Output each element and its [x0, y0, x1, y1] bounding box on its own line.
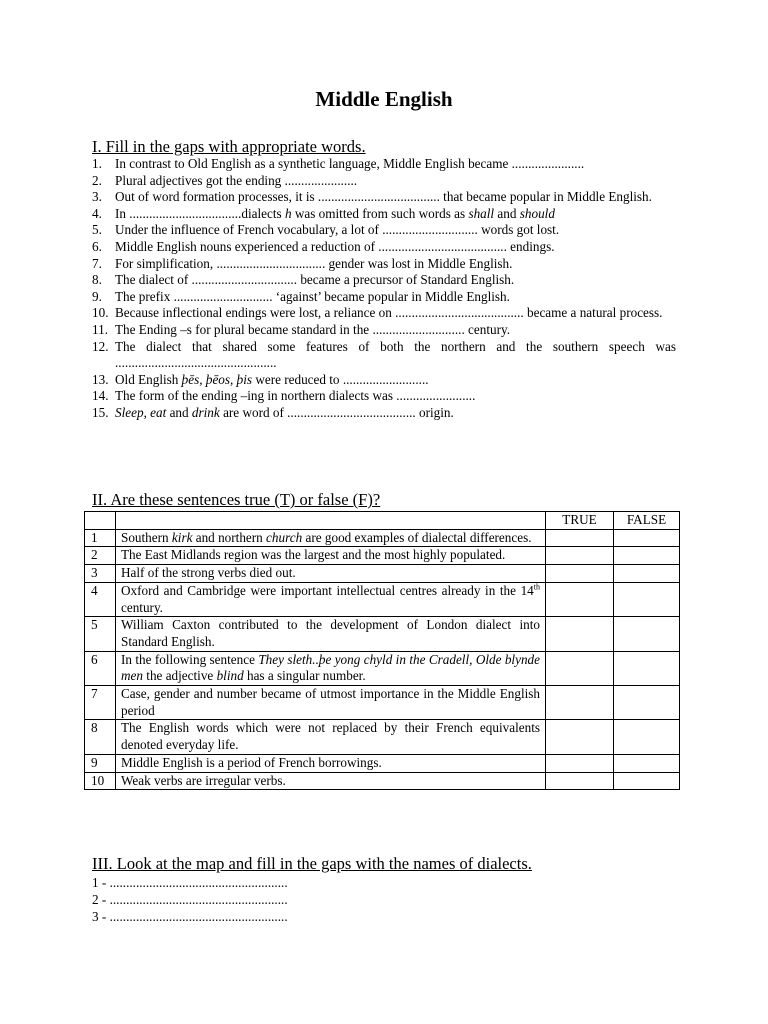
text-run: The form of the ending –ing in northern dialects was ........................: [115, 388, 476, 404]
text-run: Because inflectional endings were lost, a reliance on ....................................... became a natural process.: [115, 305, 663, 321]
gap-item-number: 13.: [92, 371, 109, 387]
gap-item-text: [115, 405, 454, 420]
gap-item-number: 7.: [92, 255, 102, 271]
row-number: 7: [85, 686, 116, 720]
text-run: The English words which were not replaced by their French equivalents denoted everyday life.: [121, 720, 540, 753]
table-header-row: [85, 512, 680, 530]
text-run: was omitted from such words as: [291, 205, 469, 221]
table-row: [85, 547, 680, 565]
text-run: and: [166, 404, 192, 420]
gap-item-text: [115, 256, 512, 271]
gap-item-text: [115, 189, 652, 204]
row-number: 3: [85, 565, 116, 583]
text-run: The prefix .............................. ‘against’ became popular in Middle English.: [115, 288, 510, 304]
false-answer-cell[interactable]: [614, 529, 680, 547]
italic-text: blind: [216, 668, 244, 684]
italic-text: They sleth..þe yong chyld in the Cradell, Olde blynde men: [121, 651, 540, 684]
statement-cell: [116, 529, 546, 547]
text-run: were reduced to ..........................: [252, 371, 429, 387]
gap-item: [92, 239, 676, 256]
statement-column-header: [116, 512, 546, 530]
true-answer-cell[interactable]: [546, 754, 614, 772]
text-run: Case, gender and number became of utmost importance in the Middle English period: [121, 686, 540, 718]
gap-item-text: [115, 388, 475, 403]
false-answer-cell[interactable]: [614, 686, 680, 720]
text-run: century.: [121, 599, 163, 615]
gap-item-text: [115, 372, 429, 387]
gap-item-number: 10.: [92, 305, 109, 321]
table-row: [85, 720, 680, 754]
table-row: [85, 772, 680, 790]
row-number: 2: [85, 547, 116, 565]
statement-cell: [116, 651, 546, 685]
row-number: 6: [85, 651, 116, 685]
text-run: William Caxton contributed to the development of London dialect into Standard English.: [121, 617, 540, 649]
false-answer-cell[interactable]: [614, 772, 680, 790]
text-run: For simplification, ................................. gender was lost in Middle English.: [115, 255, 513, 271]
true-false-table: [84, 511, 680, 790]
gap-item-number: 4.: [92, 205, 102, 221]
italic-text: shall: [468, 205, 495, 221]
text-run: The East Midlands region was the largest and the most highly populated.: [121, 547, 506, 563]
dialect-blanks-list: [92, 874, 288, 925]
statement-cell: [116, 772, 546, 790]
gap-item-number: 1.: [92, 156, 102, 171]
gap-item: [92, 256, 676, 273]
true-false-table-body: [85, 529, 680, 790]
table-row: [85, 582, 680, 616]
table-row: [85, 686, 680, 720]
true-answer-cell[interactable]: [546, 686, 614, 720]
italic-text: h: [284, 205, 292, 221]
section-3-heading: III. Look at the map and fill in the gaps with the names of dialects.: [92, 854, 532, 873]
row-number: 10: [85, 772, 116, 790]
gap-item: [92, 272, 676, 289]
text-run: Out of word formation processes, it is ..................................... that became popular in Middle English.: [115, 189, 652, 205]
text-run: Middle English is a period of French borrowings.: [121, 754, 382, 770]
gap-item-number: 3.: [92, 189, 102, 205]
gap-item: [92, 322, 676, 339]
dialect-blank[interactable]: 3 - ......................................................: [92, 909, 288, 924]
true-answer-cell[interactable]: [546, 617, 614, 651]
gap-item-number: 11.: [92, 321, 108, 337]
text-run: the adjective: [142, 668, 217, 684]
text-run: Middle English nouns experienced a reduction of ....................................... endings.: [115, 238, 555, 254]
false-answer-cell[interactable]: [614, 582, 680, 616]
statement-cell: [116, 686, 546, 720]
text-run: The dialect of ................................ became a precursor of Standard English.: [115, 272, 515, 288]
section-2-heading: II. Are these sentences true (T) or false (F)?: [92, 490, 381, 509]
number-column-header: [85, 512, 116, 530]
gap-item: [92, 222, 676, 239]
gap-item: [92, 339, 676, 372]
row-number: 9: [85, 754, 116, 772]
gap-item: [92, 372, 676, 389]
gap-item-number: 8.: [92, 272, 102, 288]
gap-item-text: [115, 339, 676, 371]
table-row: [85, 529, 680, 547]
false-answer-cell[interactable]: [614, 617, 680, 651]
statement-cell: [116, 547, 546, 565]
text-run: Half of the strong verbs died out.: [121, 565, 296, 581]
gap-item: [92, 189, 676, 206]
true-answer-cell[interactable]: [546, 529, 614, 547]
false-answer-cell[interactable]: [614, 565, 680, 583]
true-answer-cell[interactable]: [546, 772, 614, 790]
text-run: has a singular number.: [243, 668, 366, 684]
text-run: In ..................................dialects: [115, 205, 285, 221]
gap-item-text: [115, 239, 555, 254]
italic-text: drink: [191, 404, 220, 420]
statement-cell: [116, 617, 546, 651]
gap-item-text: [115, 156, 584, 171]
section-1-heading: I. Fill in the gaps with appropriate words.: [92, 137, 366, 156]
true-answer-cell[interactable]: [546, 547, 614, 565]
false-answer-cell[interactable]: [614, 754, 680, 772]
statement-cell: [116, 720, 546, 754]
false-answer-cell[interactable]: [614, 651, 680, 685]
text-run: The Ending –s for plural became standard in the ............................ century.: [115, 321, 511, 337]
fill-in-gaps-list: [92, 156, 676, 422]
table-row: [85, 565, 680, 583]
gap-item-number: 15.: [92, 404, 109, 420]
dialect-blank[interactable]: 2 - ......................................................: [92, 892, 288, 907]
statement-cell: [116, 754, 546, 772]
row-number: 5: [85, 617, 116, 651]
true-column-header: TRUE: [546, 512, 614, 530]
text-run: Under the influence of French vocabulary, a lot of ............................. words got lost.: [115, 222, 560, 238]
statement-cell: [116, 582, 546, 616]
italic-text: eat: [150, 404, 167, 420]
gap-item-number: 12.: [92, 338, 109, 354]
gap-item-text: [115, 305, 662, 320]
false-column-header: FALSE: [614, 512, 680, 530]
gap-item-number: 2.: [92, 172, 102, 188]
gap-item: [92, 206, 676, 223]
true-answer-cell[interactable]: [546, 565, 614, 583]
table-row: [85, 754, 680, 772]
text-run: Plural adjectives got the ending ......................: [115, 172, 358, 188]
gap-item: [92, 173, 676, 190]
row-number: 1: [85, 529, 116, 547]
text-run: Southern: [121, 529, 172, 545]
dialect-blank[interactable]: 1 - ......................................................: [92, 875, 288, 890]
false-answer-cell[interactable]: [614, 720, 680, 754]
page-title: Middle English: [315, 87, 453, 111]
gap-item-number: 6.: [92, 238, 102, 254]
gap-item-text: [115, 322, 510, 337]
true-answer-cell[interactable]: [546, 651, 614, 685]
text-run: Oxford and Cambridge were important intellectual centres already in the 14: [121, 582, 534, 598]
true-answer-cell[interactable]: [546, 720, 614, 754]
gap-item-text: [115, 222, 559, 237]
gap-item-number: 5.: [92, 222, 102, 238]
gap-item: [92, 405, 676, 422]
table-row: [85, 617, 680, 651]
gap-item-text: [115, 272, 514, 287]
gap-item-text: [115, 206, 555, 221]
statement-cell: [116, 565, 546, 583]
row-number: 8: [85, 720, 116, 754]
row-number: 4: [85, 582, 116, 616]
text-run: are word of ....................................... origin.: [219, 404, 454, 420]
text-run: and northern: [192, 529, 267, 545]
gap-item-text: [115, 173, 357, 188]
gap-item: [92, 289, 676, 306]
italic-text: kirk: [171, 529, 193, 545]
gap-item: [92, 305, 676, 322]
italic-text: church: [266, 529, 303, 545]
text-run: In the following sentence: [121, 651, 259, 667]
gap-item: [92, 156, 676, 173]
italic-text: should: [519, 205, 555, 221]
text-run: ,: [143, 404, 151, 420]
gap-item-number: 14.: [92, 388, 109, 404]
table-row: [85, 651, 680, 685]
text-run: and: [494, 205, 520, 221]
true-answer-cell[interactable]: [546, 582, 614, 616]
text-run: Old English: [115, 371, 182, 387]
false-answer-cell[interactable]: [614, 547, 680, 565]
superscript-text: th: [533, 582, 540, 592]
text-run: are good examples of dialectal differences.: [302, 529, 532, 545]
italic-text: Sleep: [115, 404, 144, 420]
gap-item: [92, 388, 676, 405]
text-run: Weak verbs are irregular verbs.: [121, 772, 286, 788]
text-run: In contrast to Old English as a synthetic language, Middle English became ......................: [115, 156, 585, 171]
gap-item-number: 9.: [92, 288, 102, 304]
text-run: The dialect that shared some features of both the northern and the southern speech was .................................................: [115, 338, 676, 371]
gap-item-text: [115, 289, 510, 304]
italic-text: þēs, þēos, þis: [181, 371, 253, 387]
